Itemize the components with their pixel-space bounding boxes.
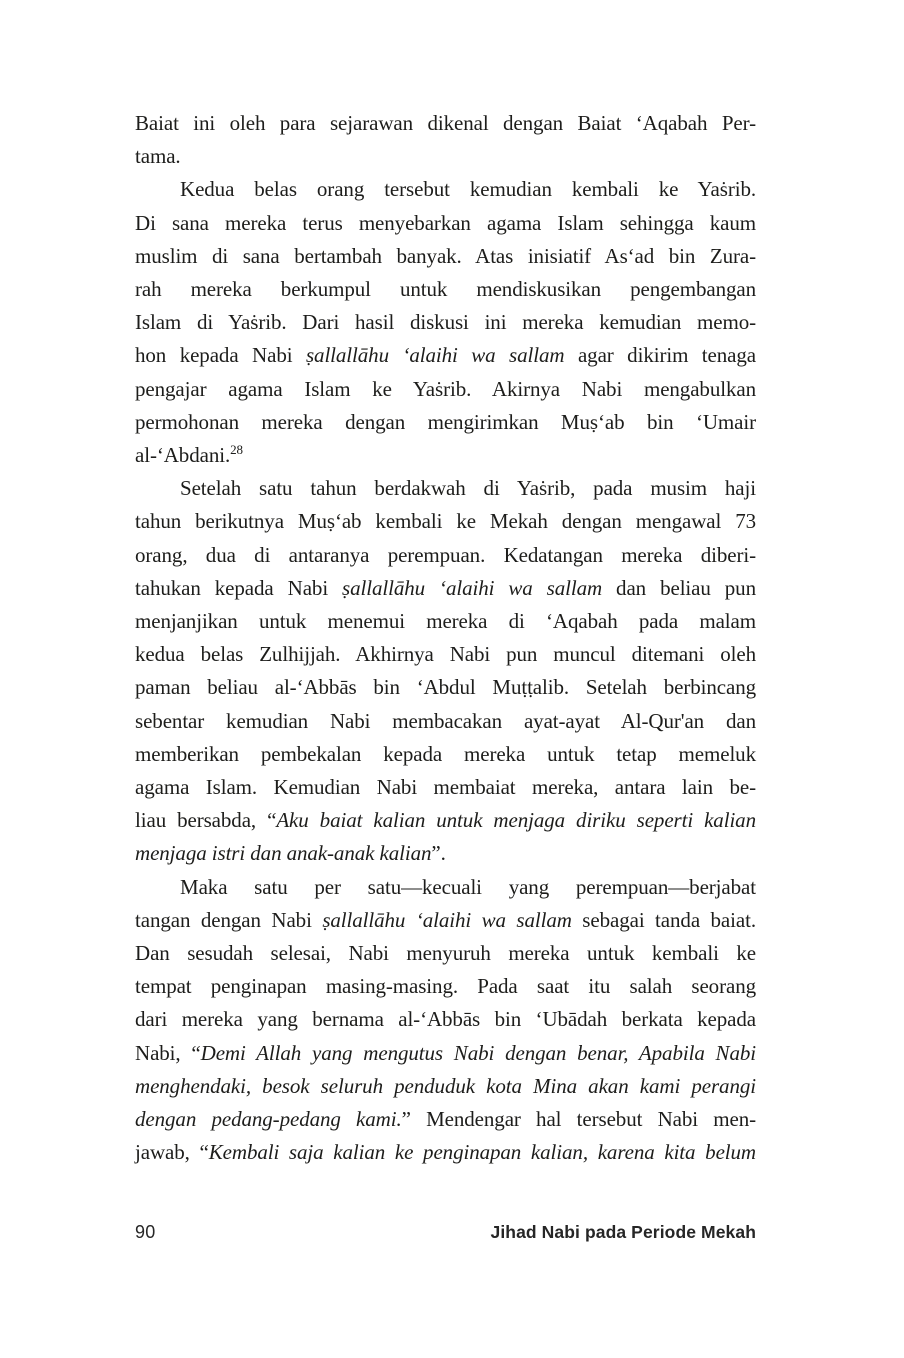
page-number: 90 xyxy=(135,1222,156,1242)
text-line xyxy=(135,937,756,970)
text-segment: menjaga istri dan anak-anak kalian xyxy=(135,841,432,866)
text-segment: tempat penginapan masing-masing. Pada saat itu salah seorang xyxy=(135,974,756,999)
text-segment: dan beliau pun xyxy=(602,575,756,600)
text-line xyxy=(135,505,756,538)
text-segment: Di sana mereka terus menyebarkan agama Islam sehingga kaum xyxy=(135,210,756,235)
text-line xyxy=(135,738,756,771)
text-line xyxy=(135,1037,756,1070)
text-line xyxy=(135,240,756,273)
text-segment: ”. xyxy=(431,841,446,866)
text-line xyxy=(135,804,756,837)
text-line xyxy=(135,837,756,870)
text-line xyxy=(135,605,756,638)
footnote-reference: 28 xyxy=(230,442,243,458)
text-segment: muslim di sana bertambah banyak. Atas inisiatif As‘ad bin Zura- xyxy=(135,243,756,268)
text-segment: agama Islam. Kemudian Nabi membaiat mereka, antara lain be- xyxy=(135,775,756,800)
text-segment: Maka satu per satu—kecuali yang perempuan—berjabat xyxy=(180,874,756,899)
text-segment: Islam di Yaṡrib. Dari hasil diskusi ini mereka kemudian memo- xyxy=(135,310,756,335)
text-segment: rah mereka berkumpul untuk mendiskusikan pengembangan xyxy=(135,277,756,302)
text-segment: Kedua belas orang tersebut kemudian kembali ke Yaṡrib. xyxy=(180,177,756,202)
text-segment: paman beliau al-‘Abbās bin ‘Abdul Muṭṭalib. Setelah berbincang xyxy=(135,675,756,700)
text-segment: tama. xyxy=(135,144,181,169)
text-segment: memberikan pembekalan kepada mereka untuk tetap memeluk xyxy=(135,741,756,766)
text-line xyxy=(135,406,756,439)
text-line xyxy=(135,439,756,472)
text-line xyxy=(135,1136,756,1169)
text-segment: Baiat ini oleh para sejarawan dikenal dengan Baiat ‘Aqabah Per- xyxy=(135,111,756,135)
text-line xyxy=(135,107,756,140)
text-line xyxy=(135,904,756,937)
text-segment: permohonan mereka dengan mengirimkan Muṣ‘ab bin ‘Umair xyxy=(135,409,756,434)
text-segment: tahukan kepada Nabi xyxy=(135,575,343,600)
text-line xyxy=(135,638,756,671)
text-segment: hon kepada Nabi xyxy=(135,343,306,368)
text-line xyxy=(135,1070,756,1103)
text-segment: Kembali saja kalian ke penginapan kalian, karena kita belum xyxy=(208,1140,756,1165)
text-line xyxy=(135,273,756,306)
text-segment: Nabi, “ xyxy=(135,1040,201,1065)
text-line xyxy=(135,373,756,406)
text-segment: ṣallallāhu ‘alaihi wa sallam xyxy=(322,907,572,932)
text-line xyxy=(135,705,756,738)
text-segment: sebagai tanda baiat. xyxy=(571,907,756,932)
text-segment: menghendaki, besok seluruh penduduk kota Mina akan kami perangi xyxy=(135,1073,756,1098)
text-line xyxy=(135,1003,756,1036)
text-segment: ṣallallāhu ‘alaihi wa sallam xyxy=(305,343,565,368)
text-segment: menjanjikan untuk menemui mereka di ‘Aqabah pada malam xyxy=(135,609,756,634)
text-segment: Aku baiat kalian untuk menjaga diriku seperti kalian xyxy=(276,808,756,833)
text-segment: jawab, “ xyxy=(135,1140,209,1165)
text-segment: sebentar kemudian Nabi membacakan ayat-ayat Al-Qur'an dan xyxy=(135,708,756,733)
text-block xyxy=(135,107,756,1170)
text-segment: Setelah satu tahun berdakwah di Yaṡrib, pada musim haji xyxy=(180,476,756,501)
text-line xyxy=(135,871,756,904)
text-line xyxy=(135,140,756,173)
text-segment: tangan dengan Nabi xyxy=(135,907,323,932)
text-segment: pengajar agama Islam ke Yaṡrib. Akirnya Nabi mengabulkan xyxy=(135,376,756,401)
text-line xyxy=(135,572,756,605)
text-segment: agar dikirim tenaga xyxy=(564,343,757,368)
text-segment: liau bersabda, “ xyxy=(135,808,277,833)
text-segment: ṣallallāhu ‘alaihi wa sallam xyxy=(342,575,603,600)
text-line xyxy=(135,970,756,1003)
text-line xyxy=(135,671,756,704)
text-segment: dari mereka yang bernama al-‘Abbās bin ‘Ubādah berkata kepada xyxy=(135,1007,756,1032)
text-line xyxy=(135,771,756,804)
text-segment: ” Mendengar hal tersebut Nabi men- xyxy=(401,1107,756,1132)
page-footer xyxy=(135,1222,756,1243)
text-line xyxy=(135,472,756,505)
text-line xyxy=(135,173,756,206)
text-segment: tahun berikutnya Muṣ‘ab kembali ke Mekah dengan mengawal 73 xyxy=(135,509,756,534)
text-line xyxy=(135,1103,756,1136)
text-segment: Demi Allah yang mengutus Nabi dengan benar, Apabila Nabi xyxy=(200,1040,756,1065)
text-line xyxy=(135,339,756,372)
text-line xyxy=(135,207,756,240)
text-segment: orang, dua di antaranya perempuan. Kedatangan mereka diberi- xyxy=(135,542,756,567)
text-segment: dengan pedang-pedang kami. xyxy=(135,1107,402,1132)
running-title: Jihad Nabi pada Periode Mekah xyxy=(490,1222,756,1242)
text-line xyxy=(135,306,756,339)
text-segment: al-‘Abdani. xyxy=(135,443,231,468)
text-segment: kedua belas Zulhijjah. Akhirnya Nabi pun muncul ditemani oleh xyxy=(135,642,756,667)
text-line xyxy=(135,539,756,572)
text-segment: Dan sesudah selesai, Nabi menyuruh mereka untuk kembali ke xyxy=(135,941,756,966)
